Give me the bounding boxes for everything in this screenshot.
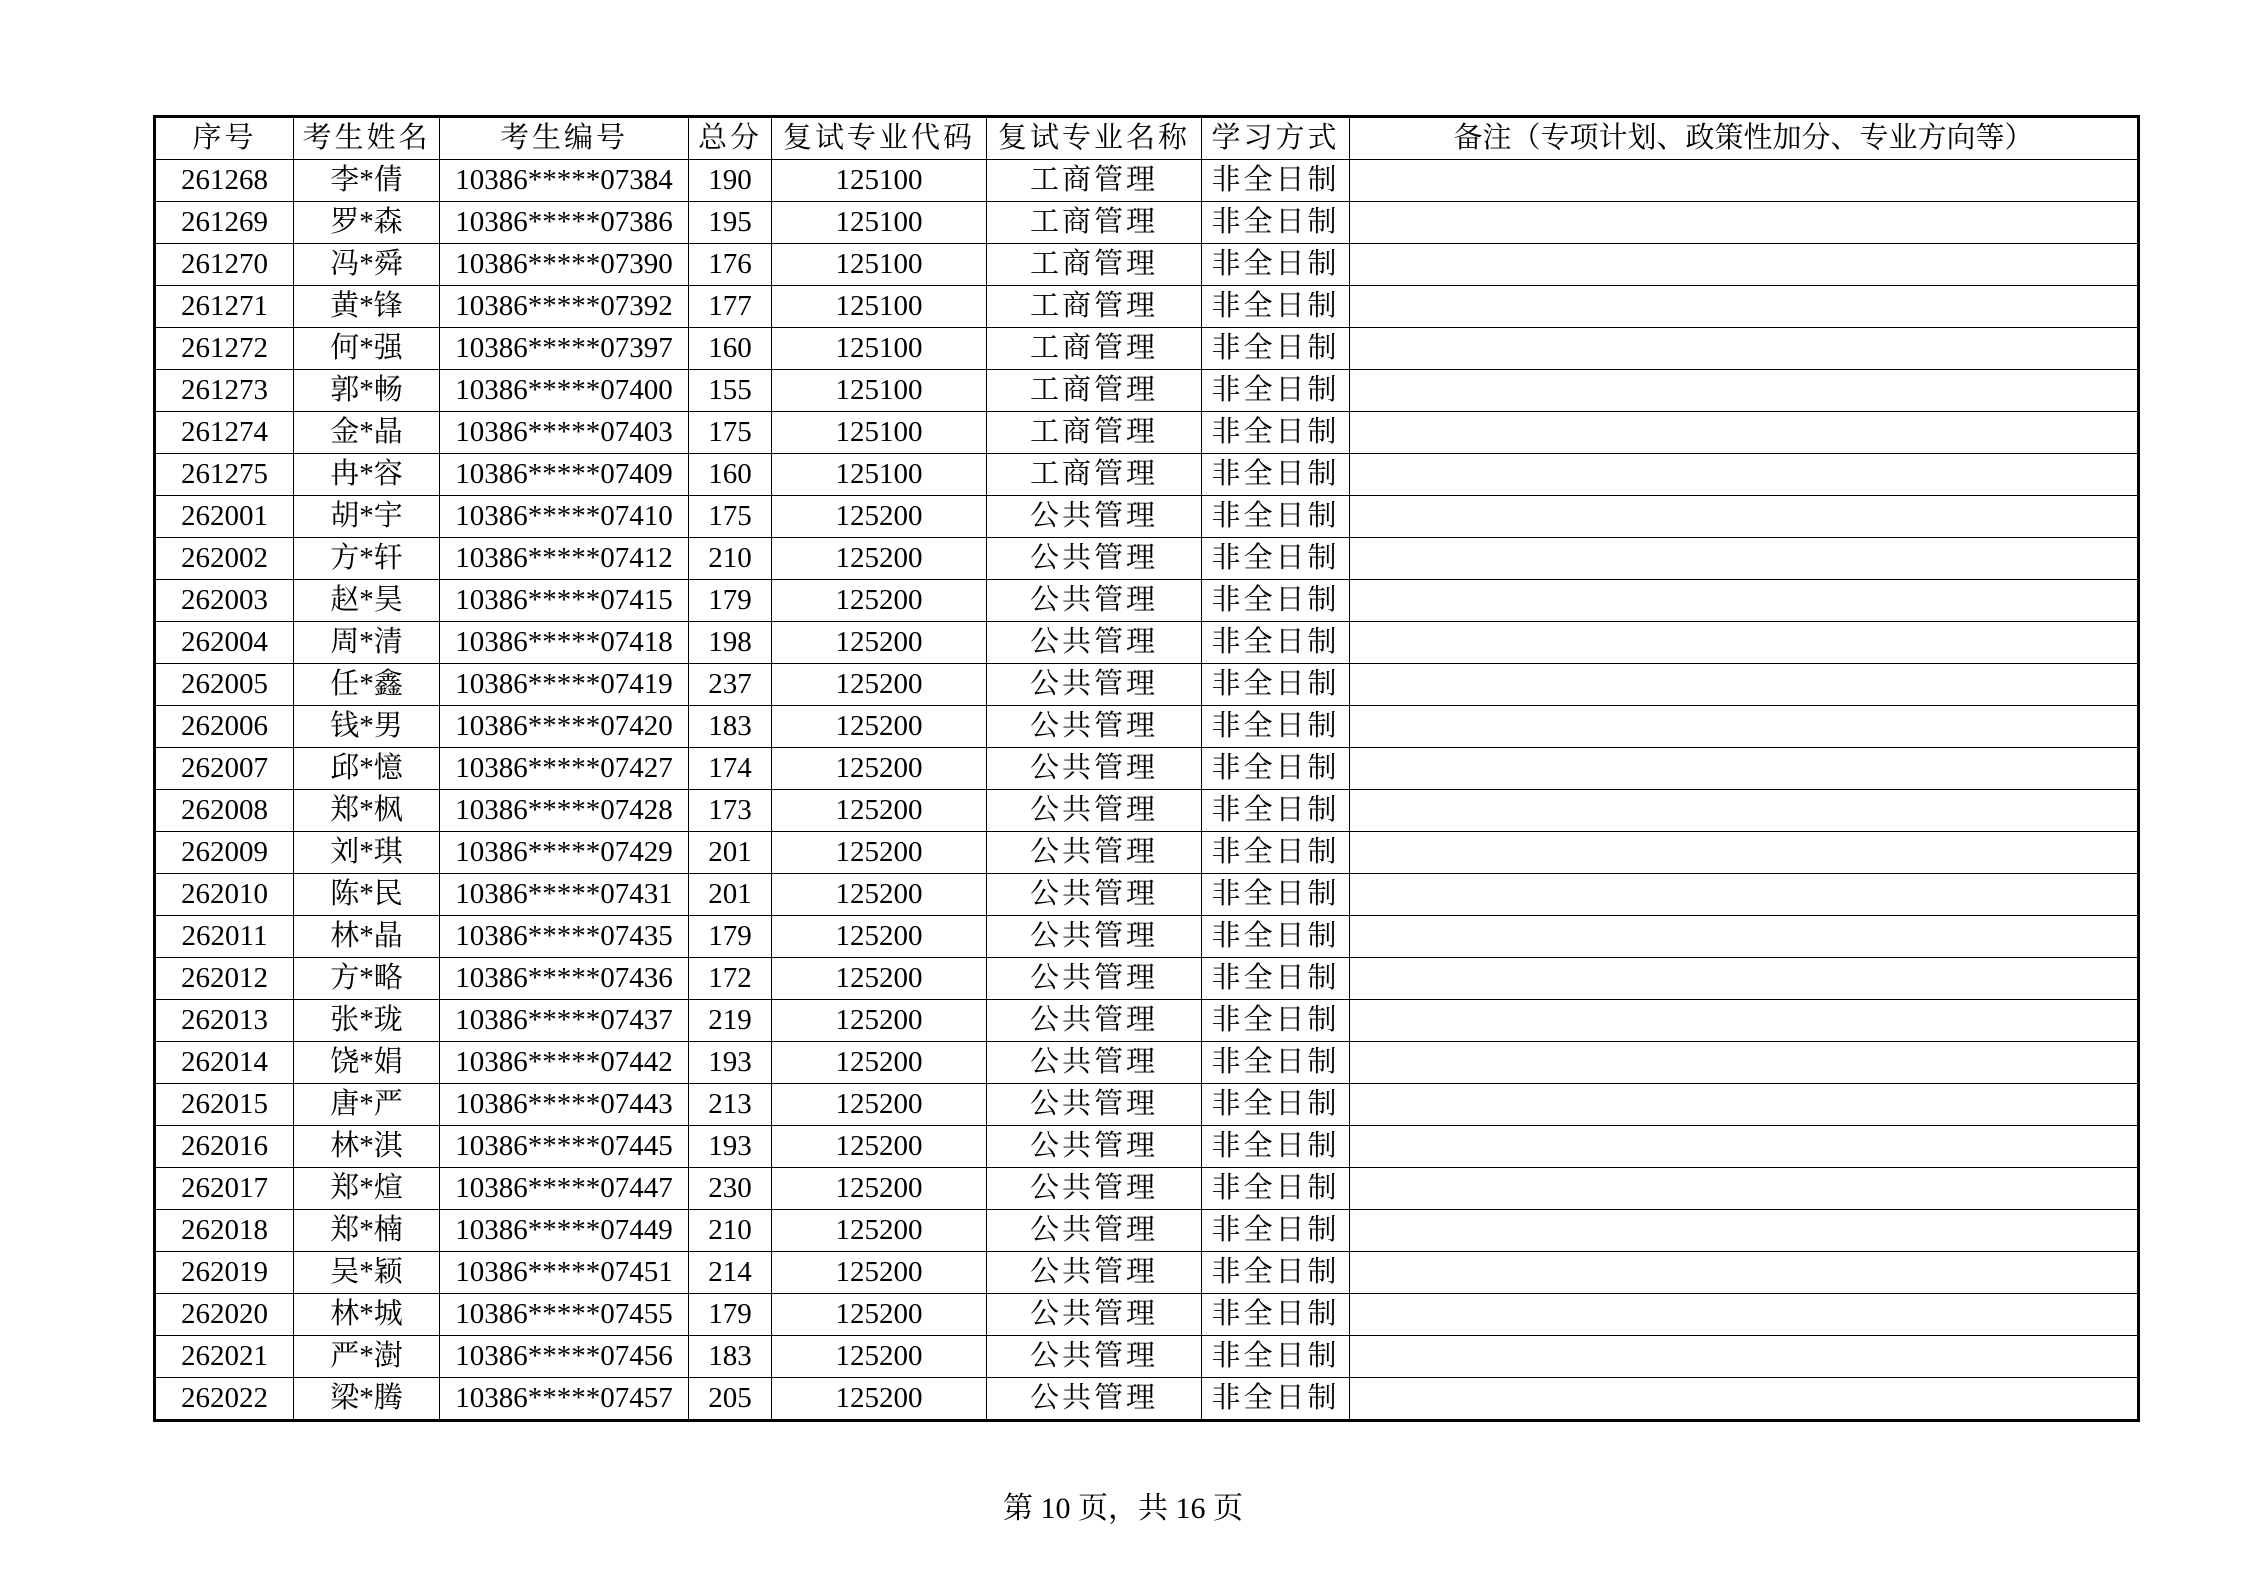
table-row (155, 1126, 2139, 1168)
page-number-footer: 第 10 页，共 16 页 (1003, 1492, 1243, 1525)
major-name-cell: 公共管理 (987, 496, 1202, 538)
major-code-cell: 125100 (772, 328, 987, 370)
table-row (155, 916, 2139, 958)
major-name-cell: 公共管理 (987, 1000, 1202, 1042)
total-score-cell: 179 (689, 1294, 772, 1336)
major-name-cell: 公共管理 (987, 538, 1202, 580)
candidate-id-cell: 10386*****07447 (440, 1168, 689, 1210)
study-mode-cell: 非全日制 (1202, 1126, 1350, 1168)
major-name-cell: 工商管理 (987, 328, 1202, 370)
total-score-cell: 214 (689, 1252, 772, 1294)
remarks-cell (1350, 538, 2139, 580)
major-name-cell: 工商管理 (987, 286, 1202, 328)
serial-number-cell: 262015 (155, 1084, 294, 1126)
total-score-cell: 198 (689, 622, 772, 664)
candidate-name-cell: 郑*楠 (294, 1210, 440, 1252)
serial-number-cell: 261275 (155, 454, 294, 496)
total-score-cell: 210 (689, 538, 772, 580)
candidate-id-cell: 10386*****07435 (440, 916, 689, 958)
candidate-name-cell: 冯*舜 (294, 244, 440, 286)
major-code-cell: 125200 (772, 916, 987, 958)
major-name-cell: 公共管理 (987, 832, 1202, 874)
candidate-name-cell: 郑*枫 (294, 790, 440, 832)
remarks-cell (1350, 916, 2139, 958)
candidate-id-cell: 10386*****07437 (440, 1000, 689, 1042)
candidate-id-cell: 10386*****07455 (440, 1294, 689, 1336)
serial-number-cell: 261272 (155, 328, 294, 370)
total-score-cell: 175 (689, 496, 772, 538)
table-row (155, 1168, 2139, 1210)
serial-number-cell: 261269 (155, 202, 294, 244)
candidate-name-cell: 李*倩 (294, 160, 440, 202)
candidate-id-cell: 10386*****07418 (440, 622, 689, 664)
candidate-name-cell: 胡*宇 (294, 496, 440, 538)
study-mode-cell: 非全日制 (1202, 664, 1350, 706)
remarks-cell (1350, 1210, 2139, 1252)
serial-number-cell: 262011 (155, 916, 294, 958)
major-code-cell: 125100 (772, 370, 987, 412)
candidate-name-cell: 罗*森 (294, 202, 440, 244)
serial-number-cell: 262016 (155, 1126, 294, 1168)
serial-number-cell: 262019 (155, 1252, 294, 1294)
total-score-cell: 193 (689, 1126, 772, 1168)
table-row (155, 1252, 2139, 1294)
candidate-id-cell: 10386*****07390 (440, 244, 689, 286)
major-code-cell: 125100 (772, 160, 987, 202)
major-code-cell: 125200 (772, 706, 987, 748)
remarks-cell (1350, 622, 2139, 664)
major-name-cell: 工商管理 (987, 412, 1202, 454)
total-score-cell: 177 (689, 286, 772, 328)
remarks-cell (1350, 244, 2139, 286)
study-mode-cell: 非全日制 (1202, 874, 1350, 916)
candidate-id-cell: 10386*****07392 (440, 286, 689, 328)
major-code-cell: 125200 (772, 1042, 987, 1084)
candidate-name-cell: 林*城 (294, 1294, 440, 1336)
major-name-cell: 公共管理 (987, 664, 1202, 706)
table-row (155, 958, 2139, 1000)
study-mode-cell: 非全日制 (1202, 1378, 1350, 1421)
candidate-name-cell: 梁*腾 (294, 1378, 440, 1421)
candidate-id-cell: 10386*****07420 (440, 706, 689, 748)
total-score-cell: 230 (689, 1168, 772, 1210)
major-name-cell: 公共管理 (987, 874, 1202, 916)
study-mode-cell: 非全日制 (1202, 1336, 1350, 1378)
candidate-id-cell: 10386*****07431 (440, 874, 689, 916)
study-mode-cell: 非全日制 (1202, 1042, 1350, 1084)
table-row (155, 1000, 2139, 1042)
header-remarks: 备注（专项计划、政策性加分、专业方向等） (1350, 117, 2139, 160)
remarks-cell (1350, 370, 2139, 412)
serial-number-cell: 262008 (155, 790, 294, 832)
study-mode-cell: 非全日制 (1202, 202, 1350, 244)
candidate-id-cell: 10386*****07409 (440, 454, 689, 496)
candidate-id-cell: 10386*****07445 (440, 1126, 689, 1168)
major-code-cell: 125200 (772, 664, 987, 706)
table-row (155, 790, 2139, 832)
study-mode-cell: 非全日制 (1202, 1294, 1350, 1336)
major-name-cell: 公共管理 (987, 790, 1202, 832)
study-mode-cell: 非全日制 (1202, 832, 1350, 874)
candidate-name-cell: 吴*颖 (294, 1252, 440, 1294)
table-row (155, 664, 2139, 706)
table-row (155, 1210, 2139, 1252)
candidate-name-cell: 饶*娟 (294, 1042, 440, 1084)
major-code-cell: 125200 (772, 538, 987, 580)
serial-number-cell: 262009 (155, 832, 294, 874)
candidate-id-cell: 10386*****07449 (440, 1210, 689, 1252)
candidate-id-cell: 10386*****07412 (440, 538, 689, 580)
candidate-name-cell: 严*澍 (294, 1336, 440, 1378)
serial-number-cell: 262014 (155, 1042, 294, 1084)
candidate-id-cell: 10386*****07397 (440, 328, 689, 370)
major-name-cell: 公共管理 (987, 1126, 1202, 1168)
candidate-name-cell: 张*珑 (294, 1000, 440, 1042)
table-row (155, 1336, 2139, 1378)
major-name-cell: 工商管理 (987, 454, 1202, 496)
remarks-cell (1350, 1252, 2139, 1294)
major-name-cell: 公共管理 (987, 958, 1202, 1000)
total-score-cell: 213 (689, 1084, 772, 1126)
table-row (155, 1294, 2139, 1336)
remarks-cell (1350, 328, 2139, 370)
major-name-cell: 公共管理 (987, 1336, 1202, 1378)
total-score-cell: 190 (689, 160, 772, 202)
table-row (155, 160, 2139, 202)
major-code-cell: 125200 (772, 1252, 987, 1294)
serial-number-cell: 262013 (155, 1000, 294, 1042)
serial-number-cell: 262004 (155, 622, 294, 664)
candidate-id-cell: 10386*****07443 (440, 1084, 689, 1126)
candidate-name-cell: 林*淇 (294, 1126, 440, 1168)
study-mode-cell: 非全日制 (1202, 958, 1350, 1000)
major-code-cell: 125200 (772, 1294, 987, 1336)
major-code-cell: 125100 (772, 202, 987, 244)
candidate-id-cell: 10386*****07384 (440, 160, 689, 202)
remarks-cell (1350, 1084, 2139, 1126)
header-candidate-name: 考生姓名 (294, 117, 440, 160)
major-name-cell: 工商管理 (987, 370, 1202, 412)
total-score-cell: 201 (689, 874, 772, 916)
major-code-cell: 125200 (772, 1168, 987, 1210)
study-mode-cell: 非全日制 (1202, 790, 1350, 832)
total-score-cell: 174 (689, 748, 772, 790)
study-mode-cell: 非全日制 (1202, 286, 1350, 328)
study-mode-cell: 非全日制 (1202, 328, 1350, 370)
candidate-id-cell: 10386*****07429 (440, 832, 689, 874)
candidate-name-cell: 黄*锋 (294, 286, 440, 328)
candidate-id-cell: 10386*****07451 (440, 1252, 689, 1294)
table-header (155, 117, 2139, 160)
table-row (155, 1084, 2139, 1126)
table-row (155, 202, 2139, 244)
table-row (155, 370, 2139, 412)
total-score-cell: 172 (689, 958, 772, 1000)
major-code-cell: 125200 (772, 1084, 987, 1126)
major-code-cell: 125200 (772, 874, 987, 916)
remarks-cell (1350, 790, 2139, 832)
study-mode-cell: 非全日制 (1202, 454, 1350, 496)
serial-number-cell: 262018 (155, 1210, 294, 1252)
remarks-cell (1350, 1000, 2139, 1042)
remarks-cell (1350, 1042, 2139, 1084)
candidate-name-cell: 方*略 (294, 958, 440, 1000)
total-score-cell: 173 (689, 790, 772, 832)
remarks-cell (1350, 706, 2139, 748)
table-row (155, 244, 2139, 286)
remarks-cell (1350, 1168, 2139, 1210)
candidate-name-cell: 陈*民 (294, 874, 440, 916)
candidate-name-cell: 冉*容 (294, 454, 440, 496)
candidate-id-cell: 10386*****07436 (440, 958, 689, 1000)
major-code-cell: 125200 (772, 1000, 987, 1042)
remarks-cell (1350, 1336, 2139, 1378)
serial-number-cell: 262006 (155, 706, 294, 748)
table-row (155, 622, 2139, 664)
major-code-cell: 125200 (772, 1126, 987, 1168)
study-mode-cell: 非全日制 (1202, 496, 1350, 538)
serial-number-cell: 262012 (155, 958, 294, 1000)
serial-number-cell: 262021 (155, 1336, 294, 1378)
major-name-cell: 公共管理 (987, 1378, 1202, 1421)
study-mode-cell: 非全日制 (1202, 1252, 1350, 1294)
study-mode-cell: 非全日制 (1202, 244, 1350, 286)
total-score-cell: 195 (689, 202, 772, 244)
remarks-cell (1350, 1378, 2139, 1421)
major-code-cell: 125200 (772, 832, 987, 874)
study-mode-cell: 非全日制 (1202, 1210, 1350, 1252)
candidate-name-cell: 唐*严 (294, 1084, 440, 1126)
study-mode-cell: 非全日制 (1202, 160, 1350, 202)
table-row (155, 706, 2139, 748)
total-score-cell: 205 (689, 1378, 772, 1421)
candidate-id-cell: 10386*****07419 (440, 664, 689, 706)
remarks-cell (1350, 412, 2139, 454)
total-score-cell: 183 (689, 706, 772, 748)
serial-number-cell: 262020 (155, 1294, 294, 1336)
major-code-cell: 125200 (772, 1210, 987, 1252)
candidate-name-cell: 金*晶 (294, 412, 440, 454)
serial-number-cell: 262001 (155, 496, 294, 538)
remarks-cell (1350, 160, 2139, 202)
candidate-id-cell: 10386*****07410 (440, 496, 689, 538)
serial-number-cell: 262010 (155, 874, 294, 916)
header-row (155, 117, 2139, 160)
table-row (155, 832, 2139, 874)
candidate-name-cell: 何*强 (294, 328, 440, 370)
candidate-name-cell: 林*晶 (294, 916, 440, 958)
header-major-name: 复试专业名称 (987, 117, 1202, 160)
total-score-cell: 179 (689, 580, 772, 622)
major-code-cell: 125200 (772, 790, 987, 832)
total-score-cell: 160 (689, 328, 772, 370)
serial-number-cell: 261274 (155, 412, 294, 454)
study-mode-cell: 非全日制 (1202, 748, 1350, 790)
major-name-cell: 公共管理 (987, 1084, 1202, 1126)
candidate-name-cell: 方*轩 (294, 538, 440, 580)
serial-number-cell: 262002 (155, 538, 294, 580)
table-row (155, 874, 2139, 916)
study-mode-cell: 非全日制 (1202, 538, 1350, 580)
major-name-cell: 公共管理 (987, 1042, 1202, 1084)
major-name-cell: 工商管理 (987, 244, 1202, 286)
candidate-id-cell: 10386*****07457 (440, 1378, 689, 1421)
table-row (155, 1378, 2139, 1421)
remarks-cell (1350, 664, 2139, 706)
candidate-id-cell: 10386*****07427 (440, 748, 689, 790)
study-mode-cell: 非全日制 (1202, 370, 1350, 412)
serial-number-cell: 261268 (155, 160, 294, 202)
candidate-name-cell: 郑*煊 (294, 1168, 440, 1210)
candidate-id-cell: 10386*****07386 (440, 202, 689, 244)
major-code-cell: 125100 (772, 286, 987, 328)
major-name-cell: 公共管理 (987, 748, 1202, 790)
table-row (155, 538, 2139, 580)
candidate-name-cell: 邱*憶 (294, 748, 440, 790)
major-code-cell: 125200 (772, 580, 987, 622)
major-name-cell: 工商管理 (987, 160, 1202, 202)
major-name-cell: 工商管理 (987, 202, 1202, 244)
remarks-cell (1350, 874, 2139, 916)
study-mode-cell: 非全日制 (1202, 1168, 1350, 1210)
major-code-cell: 125200 (772, 1336, 987, 1378)
remarks-cell (1350, 496, 2139, 538)
remarks-cell (1350, 286, 2139, 328)
total-score-cell: 160 (689, 454, 772, 496)
remarks-cell (1350, 832, 2139, 874)
total-score-cell: 201 (689, 832, 772, 874)
table-row (155, 286, 2139, 328)
total-score-cell: 237 (689, 664, 772, 706)
remarks-cell (1350, 1294, 2139, 1336)
header-serial-number: 序号 (155, 117, 294, 160)
major-code-cell: 125200 (772, 1378, 987, 1421)
table-row (155, 454, 2139, 496)
serial-number-cell: 261271 (155, 286, 294, 328)
total-score-cell: 179 (689, 916, 772, 958)
study-mode-cell: 非全日制 (1202, 580, 1350, 622)
candidate-name-cell: 赵*昊 (294, 580, 440, 622)
total-score-cell: 175 (689, 412, 772, 454)
total-score-cell: 193 (689, 1042, 772, 1084)
major-code-cell: 125100 (772, 412, 987, 454)
study-mode-cell: 非全日制 (1202, 1084, 1350, 1126)
serial-number-cell: 262022 (155, 1378, 294, 1421)
table-row (155, 496, 2139, 538)
major-name-cell: 公共管理 (987, 1210, 1202, 1252)
study-mode-cell: 非全日制 (1202, 622, 1350, 664)
table-row (155, 748, 2139, 790)
serial-number-cell: 262005 (155, 664, 294, 706)
candidate-id-cell: 10386*****07403 (440, 412, 689, 454)
major-code-cell: 125200 (772, 748, 987, 790)
total-score-cell: 183 (689, 1336, 772, 1378)
candidate-name-cell: 刘*琪 (294, 832, 440, 874)
serial-number-cell: 262007 (155, 748, 294, 790)
remarks-cell (1350, 1126, 2139, 1168)
table-row (155, 328, 2139, 370)
remarks-cell (1350, 202, 2139, 244)
study-mode-cell: 非全日制 (1202, 706, 1350, 748)
major-code-cell: 125200 (772, 622, 987, 664)
serial-number-cell: 261270 (155, 244, 294, 286)
header-candidate-id: 考生编号 (440, 117, 689, 160)
candidate-id-cell: 10386*****07415 (440, 580, 689, 622)
major-name-cell: 公共管理 (987, 622, 1202, 664)
serial-number-cell: 262017 (155, 1168, 294, 1210)
major-name-cell: 公共管理 (987, 580, 1202, 622)
serial-number-cell: 261273 (155, 370, 294, 412)
remarks-cell (1350, 958, 2139, 1000)
study-mode-cell: 非全日制 (1202, 916, 1350, 958)
major-name-cell: 公共管理 (987, 1168, 1202, 1210)
candidate-id-cell: 10386*****07428 (440, 790, 689, 832)
candidate-id-cell: 10386*****07456 (440, 1336, 689, 1378)
table-row (155, 1042, 2139, 1084)
major-code-cell: 125100 (772, 454, 987, 496)
table-row (155, 412, 2139, 454)
remarks-cell (1350, 454, 2139, 496)
candidate-name-cell: 周*清 (294, 622, 440, 664)
header-total-score: 总分 (689, 117, 772, 160)
candidate-name-cell: 任*鑫 (294, 664, 440, 706)
candidate-name-cell: 钱*男 (294, 706, 440, 748)
total-score-cell: 155 (689, 370, 772, 412)
remarks-cell (1350, 580, 2139, 622)
major-name-cell: 公共管理 (987, 1294, 1202, 1336)
major-name-cell: 公共管理 (987, 916, 1202, 958)
total-score-cell: 176 (689, 244, 772, 286)
major-code-cell: 125200 (772, 958, 987, 1000)
table-row (155, 580, 2139, 622)
study-mode-cell: 非全日制 (1202, 412, 1350, 454)
table-body (155, 160, 2139, 1421)
remarks-cell (1350, 748, 2139, 790)
header-study-mode: 学习方式 (1202, 117, 1350, 160)
candidate-name-cell: 郭*畅 (294, 370, 440, 412)
study-mode-cell: 非全日制 (1202, 1000, 1350, 1042)
total-score-cell: 219 (689, 1000, 772, 1042)
candidate-id-cell: 10386*****07400 (440, 370, 689, 412)
major-name-cell: 公共管理 (987, 706, 1202, 748)
candidate-id-cell: 10386*****07442 (440, 1042, 689, 1084)
total-score-cell: 210 (689, 1210, 772, 1252)
header-major-code: 复试专业代码 (772, 117, 987, 160)
major-name-cell: 公共管理 (987, 1252, 1202, 1294)
serial-number-cell: 262003 (155, 580, 294, 622)
candidate-table (153, 115, 2140, 1422)
major-code-cell: 125100 (772, 244, 987, 286)
major-code-cell: 125200 (772, 496, 987, 538)
